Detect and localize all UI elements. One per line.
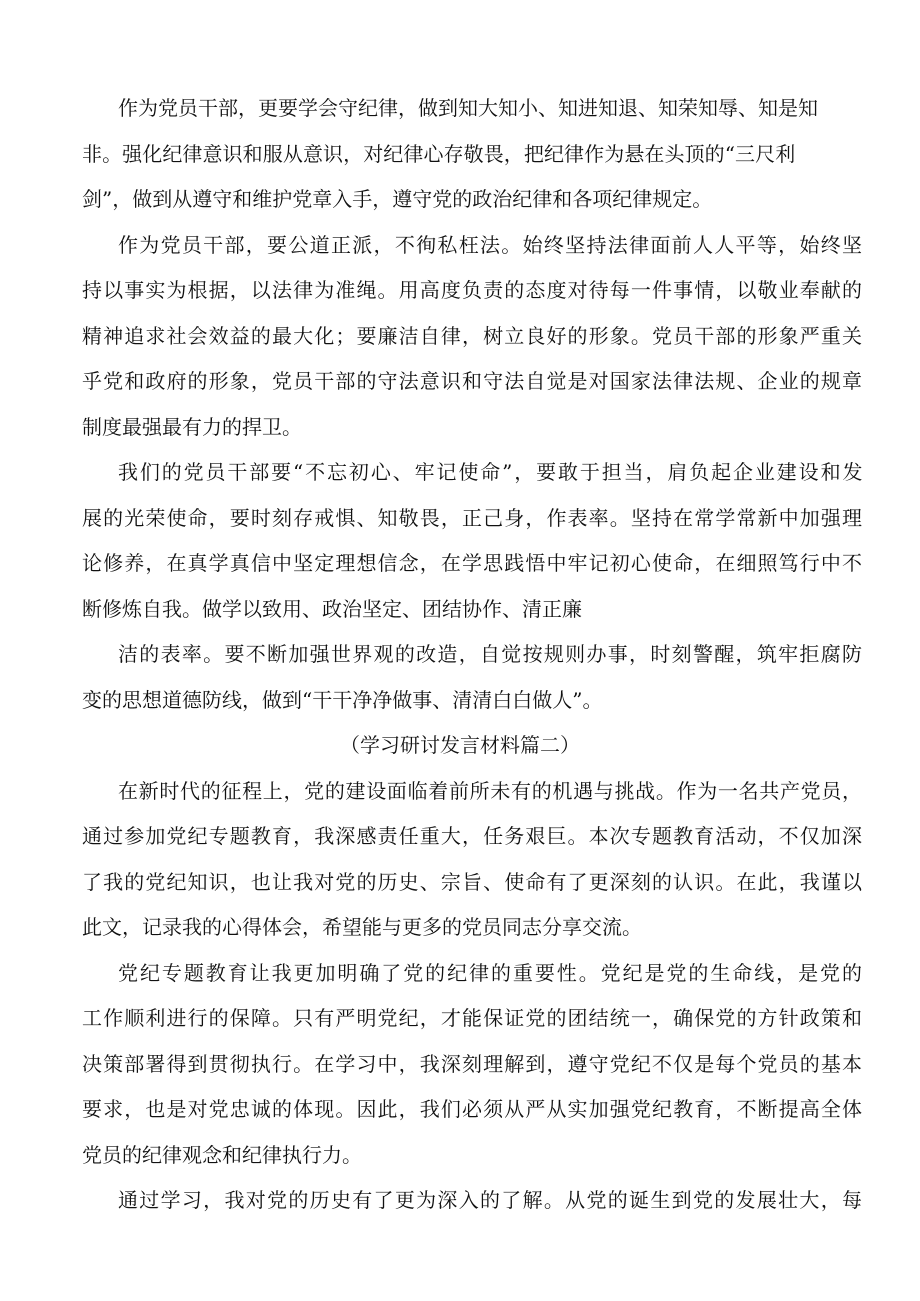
paragraph-6-line-5: 党员的纪律观念和纪律执行力。	[82, 1143, 362, 1167]
paragraph-1-line-1: 作为党员干部，更要学会守纪律，做到知大知小、知进知退、知荣知辱、知是知	[118, 96, 818, 120]
paragraph-1-line-3: 剑”，做到从遵守和维护党章入手，遵守党的政治纪律和各项纪律规定。	[82, 187, 713, 211]
paragraph-6-line-1: 党纪专题教育让我更加明确了党的纪律的重要性。党纪是党的生命线，是党的	[118, 961, 864, 985]
paragraph-3-line-1: 我们的党员干部要“不忘初心、牢记使命”，要敢于担当，肩负起企业建设和发	[118, 460, 865, 484]
paragraph-4-line-1: 洁的表率。要不断加强世界观的改造，自觉按规则办事，时刻警醒，筑牢拒腐防	[118, 642, 864, 666]
paragraph-2-line-5: 制度最强最有力的捍卫。	[82, 415, 302, 439]
paragraph-6-line-3: 决策部署得到贯彻执行。在学习中，我深刻理解到，遵守党纪不仅是每个党员的基本	[82, 1052, 864, 1076]
paragraph-5-line-4: 此文，记录我的心得体会，希望能与更多的党员同志分享交流。	[82, 915, 642, 939]
paragraph-2-line-1: 作为党员干部，要公道正派，不徇私枉法。始终坚持法律面前人人平等，始终坚	[118, 233, 864, 257]
paragraph-2-line-4: 乎党和政府的形象，党员干部的守法意识和守法自觉是对国家法律法规、企业的规章	[82, 369, 864, 393]
paragraph-3-line-2: 展的光荣使命，要时刻存戒惧、知敬畏，正己身，作表率。坚持在常学常新中加强理	[82, 506, 864, 530]
paragraph-7-line-1: 通过学习，我对党的历史有了更为深入的了解。从党的诞生到党的发展壮大，每	[118, 1188, 864, 1212]
paragraph-5-line-1: 在新时代的征程上，党的建设面临着前所未有的机遇与挑战。作为一名共产党员，	[118, 779, 863, 803]
paragraph-5-line-3: 了我的党纪知识，也让我对党的历史、宗旨、使命有了更深刻的认识。在此，我谨以	[82, 870, 864, 894]
paragraph-6-line-4: 要求，也是对党忠诚的体现。因此，我们必须从严从实加强党纪教育，不断提高全体	[82, 1097, 864, 1121]
paragraph-2-line-2: 持以事实为根据，以法律为准绳。用高度负责的态度对待每一件事情，以敬业奉献的	[82, 278, 864, 302]
paragraph-3-line-3: 论修养，在真学真信中坚定理想信念，在学思践悟中牢记初心使命，在细照笃行中不	[82, 551, 864, 575]
paragraph-6-line-2: 工作顺利进行的保障。只有严明党纪，才能保证党的团结统一，确保党的方针政策和	[82, 1006, 864, 1030]
paragraph-5-line-2: 通过参加党纪专题教育，我深感责任重大，任务艰巨。本次专题教育活动，不仅加深	[82, 824, 864, 848]
section-heading: （学习研讨发言材料篇二）	[340, 733, 580, 757]
paragraph-1-line-2: 非。强化纪律意识和服从意识，对纪律心存敬畏，把纪律作为悬在头顶的“三尺利	[82, 142, 796, 166]
paragraph-2-line-3: 精神追求社会效益的最大化；要廉洁自律，树立良好的形象。党员干部的形象严重关	[82, 324, 864, 348]
paragraph-3-line-4: 断修炼自我。做学以致用、政治坚定、团结协作、清正廉	[82, 597, 582, 621]
paragraph-4-line-2: 变的思想道德防线，做到“干干净净做事、清清白白做人”。	[82, 688, 603, 712]
